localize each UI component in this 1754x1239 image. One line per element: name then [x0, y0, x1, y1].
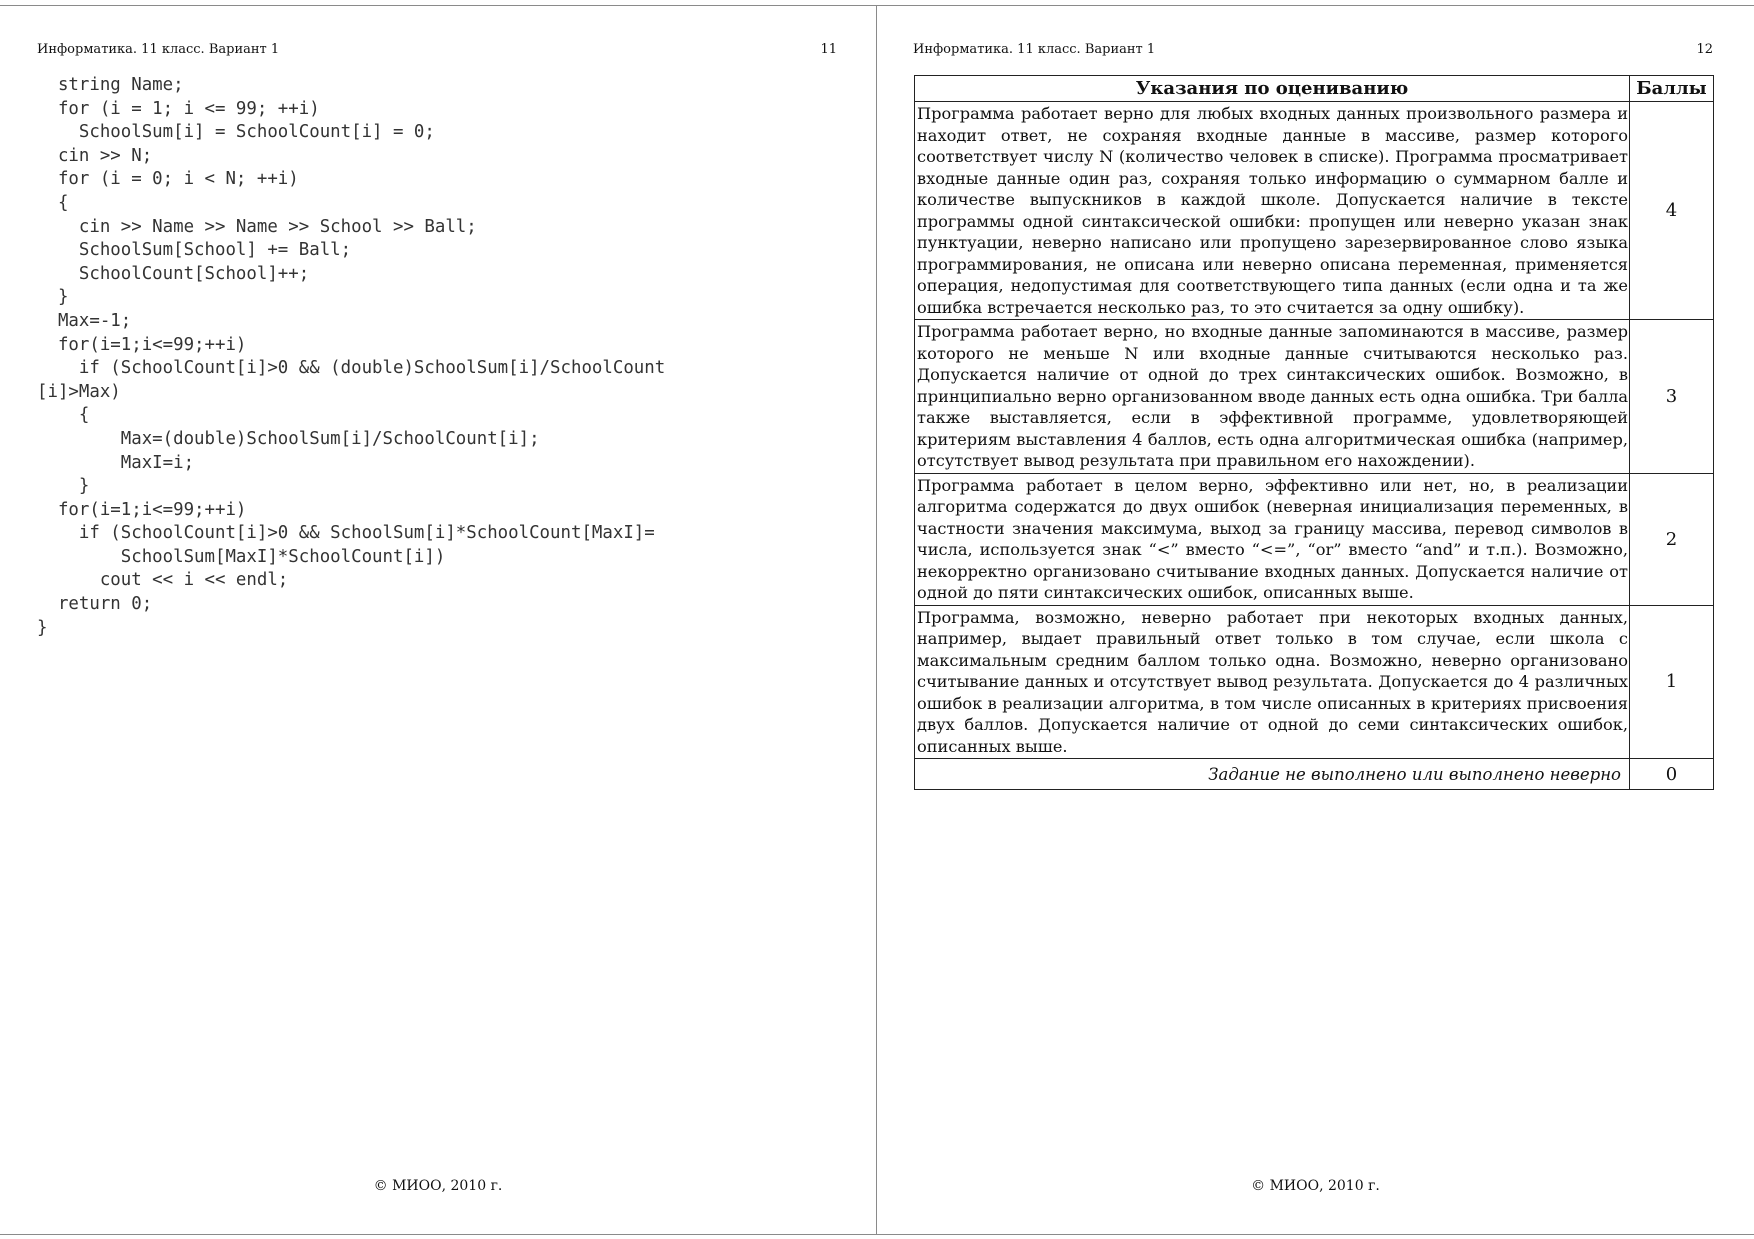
- header-points: Баллы: [1630, 76, 1714, 102]
- code-line: SchoolSum[MaxI]*SchoolCount[i]): [37, 546, 446, 567]
- code-line: {: [37, 405, 90, 426]
- right-page: [877, 6, 1754, 1234]
- code-line: SchoolCount[School]++;: [37, 263, 310, 284]
- left-page-footer: © МИОО, 2010 г.: [373, 1178, 503, 1194]
- code-line: cin >> N;: [37, 145, 153, 166]
- code-line: if (SchoolCount[i]>0 && (double)SchoolSum[i]/SchoolCount: [37, 358, 666, 379]
- code-line: cin >> Name >> Name >> School >> Ball;: [37, 216, 477, 237]
- grading-table: [914, 75, 1714, 790]
- table-row: [915, 605, 1714, 759]
- points-value: 4: [1630, 102, 1714, 320]
- points-value: 0: [1630, 759, 1714, 790]
- code-line: SchoolSum[School] += Ball;: [37, 240, 352, 261]
- code-line: }: [37, 617, 48, 638]
- criteria-text: Программа работает в целом верно, эффективно или нет, но, в реализации алгоритма содержатся до двух ошибок (неверная инициализация переменных, в частности значения максимума, выход за границу массива, перевод символов в числа, используется знак “<” вместо “<=”, “or” вместо “and” и т.п.). Возможно, некорректно организовано считывание входных данных. Допускается наличие от одной до пяти синтаксических ошибок, описанных выше.: [915, 473, 1630, 605]
- code-line: SchoolSum[i] = SchoolCount[i] = 0;: [37, 122, 435, 143]
- left-page: [0, 6, 876, 1234]
- code-line: cout << i << endl;: [37, 570, 289, 591]
- zero-criteria-text: Задание не выполнено или выполнено неверно: [915, 759, 1630, 790]
- table-row: [915, 320, 1714, 474]
- criteria-text: Программа работает верно для любых входных данных произвольного размера и находит ответ, не сохраняя входные данные в массиве, размер которого соответствует числу N (количество человек в списке). Программа просматривает входные данные один раз, сохраняя только информацию о суммарном балле и количестве выпускников в каждой школе. Допускается наличие в тексте программы одной синтаксической ошибки: пропущен или неверно указан знак пунктуации, неверно написано или пропущено зарезервированное слово языка программирования, не описана или неверно описана переменная, применяется операция, недопустимая для соответствующего типа данных (если одна и та же ошибка встречается несколько раз, то это считается за одну ошибку).: [915, 102, 1630, 320]
- code-line: return 0;: [37, 594, 153, 615]
- left-page-header: [37, 42, 837, 57]
- code-line: for(i=1;i<=99;++i): [37, 499, 247, 520]
- right-page-footer: © МИОО, 2010 г.: [1251, 1178, 1380, 1194]
- code-line: Max=-1;: [37, 310, 132, 331]
- code-line: Max=(double)SchoolSum[i]/SchoolCount[i];: [37, 428, 540, 449]
- criteria-text: Программа работает верно, но входные данные запоминаются в массиве, размер которого не меньше N или входные данные считываются несколько раз. Допускается наличие от одной до трех синтаксических ошибок. Возможно, в принципиально верно организованном вводе данных есть одна ошибка. Три балла также выставляется, если в эффективной программе, удовлетворяющей критериям выставления 4 баллов, есть одна алгоритмическая ошибка (например, отсутствует вывод результата при правильном его нахождении).: [915, 320, 1630, 474]
- page-spread: [0, 5, 1754, 1235]
- header-criteria: Указания по оцениванию: [915, 76, 1630, 102]
- code-line: {: [37, 192, 69, 213]
- table-row-zero: [915, 759, 1714, 790]
- header-title: Информатика. 11 класс. Вариант 1: [913, 42, 1156, 57]
- points-value: 1: [1630, 605, 1714, 759]
- table-row: [915, 102, 1714, 320]
- criteria-text: Программа, возможно, неверно работает при некоторых входных данных, например, выдает правильный ответ только в том случае, если школа с максимальным средним баллом только одна. Возможно, неверно организовано считывание данных и отсутствует вывод результата. Допускается до 4 различных ошибок в реализации алгоритма, в том числе описанных в критериях присвоения двух баллов. Допускается наличие от одной до семи синтаксических ошибок, описанных выше.: [915, 605, 1630, 759]
- code-listing: [37, 74, 665, 640]
- code-line: string Name;: [37, 75, 184, 95]
- code-line: MaxI=i;: [37, 452, 195, 473]
- points-value: 2: [1630, 473, 1714, 605]
- code-line: }: [37, 287, 69, 308]
- page-number: 11: [820, 42, 837, 57]
- page-number: 12: [1696, 42, 1713, 57]
- code-line: [i]>Max): [37, 381, 121, 402]
- header-title: Информатика. 11 класс. Вариант 1: [37, 42, 280, 57]
- right-page-header: [913, 42, 1713, 57]
- code-line: }: [37, 476, 90, 497]
- table-header-row: [915, 76, 1714, 102]
- code-line: for (i = 1; i <= 99; ++i): [37, 98, 320, 119]
- points-value: 3: [1630, 320, 1714, 474]
- code-line: if (SchoolCount[i]>0 && SchoolSum[i]*SchoolCount[MaxI]=: [37, 523, 655, 544]
- table-row: [915, 473, 1714, 605]
- code-line: for(i=1;i<=99;++i): [37, 334, 247, 355]
- code-line: for (i = 0; i < N; ++i): [37, 169, 299, 190]
